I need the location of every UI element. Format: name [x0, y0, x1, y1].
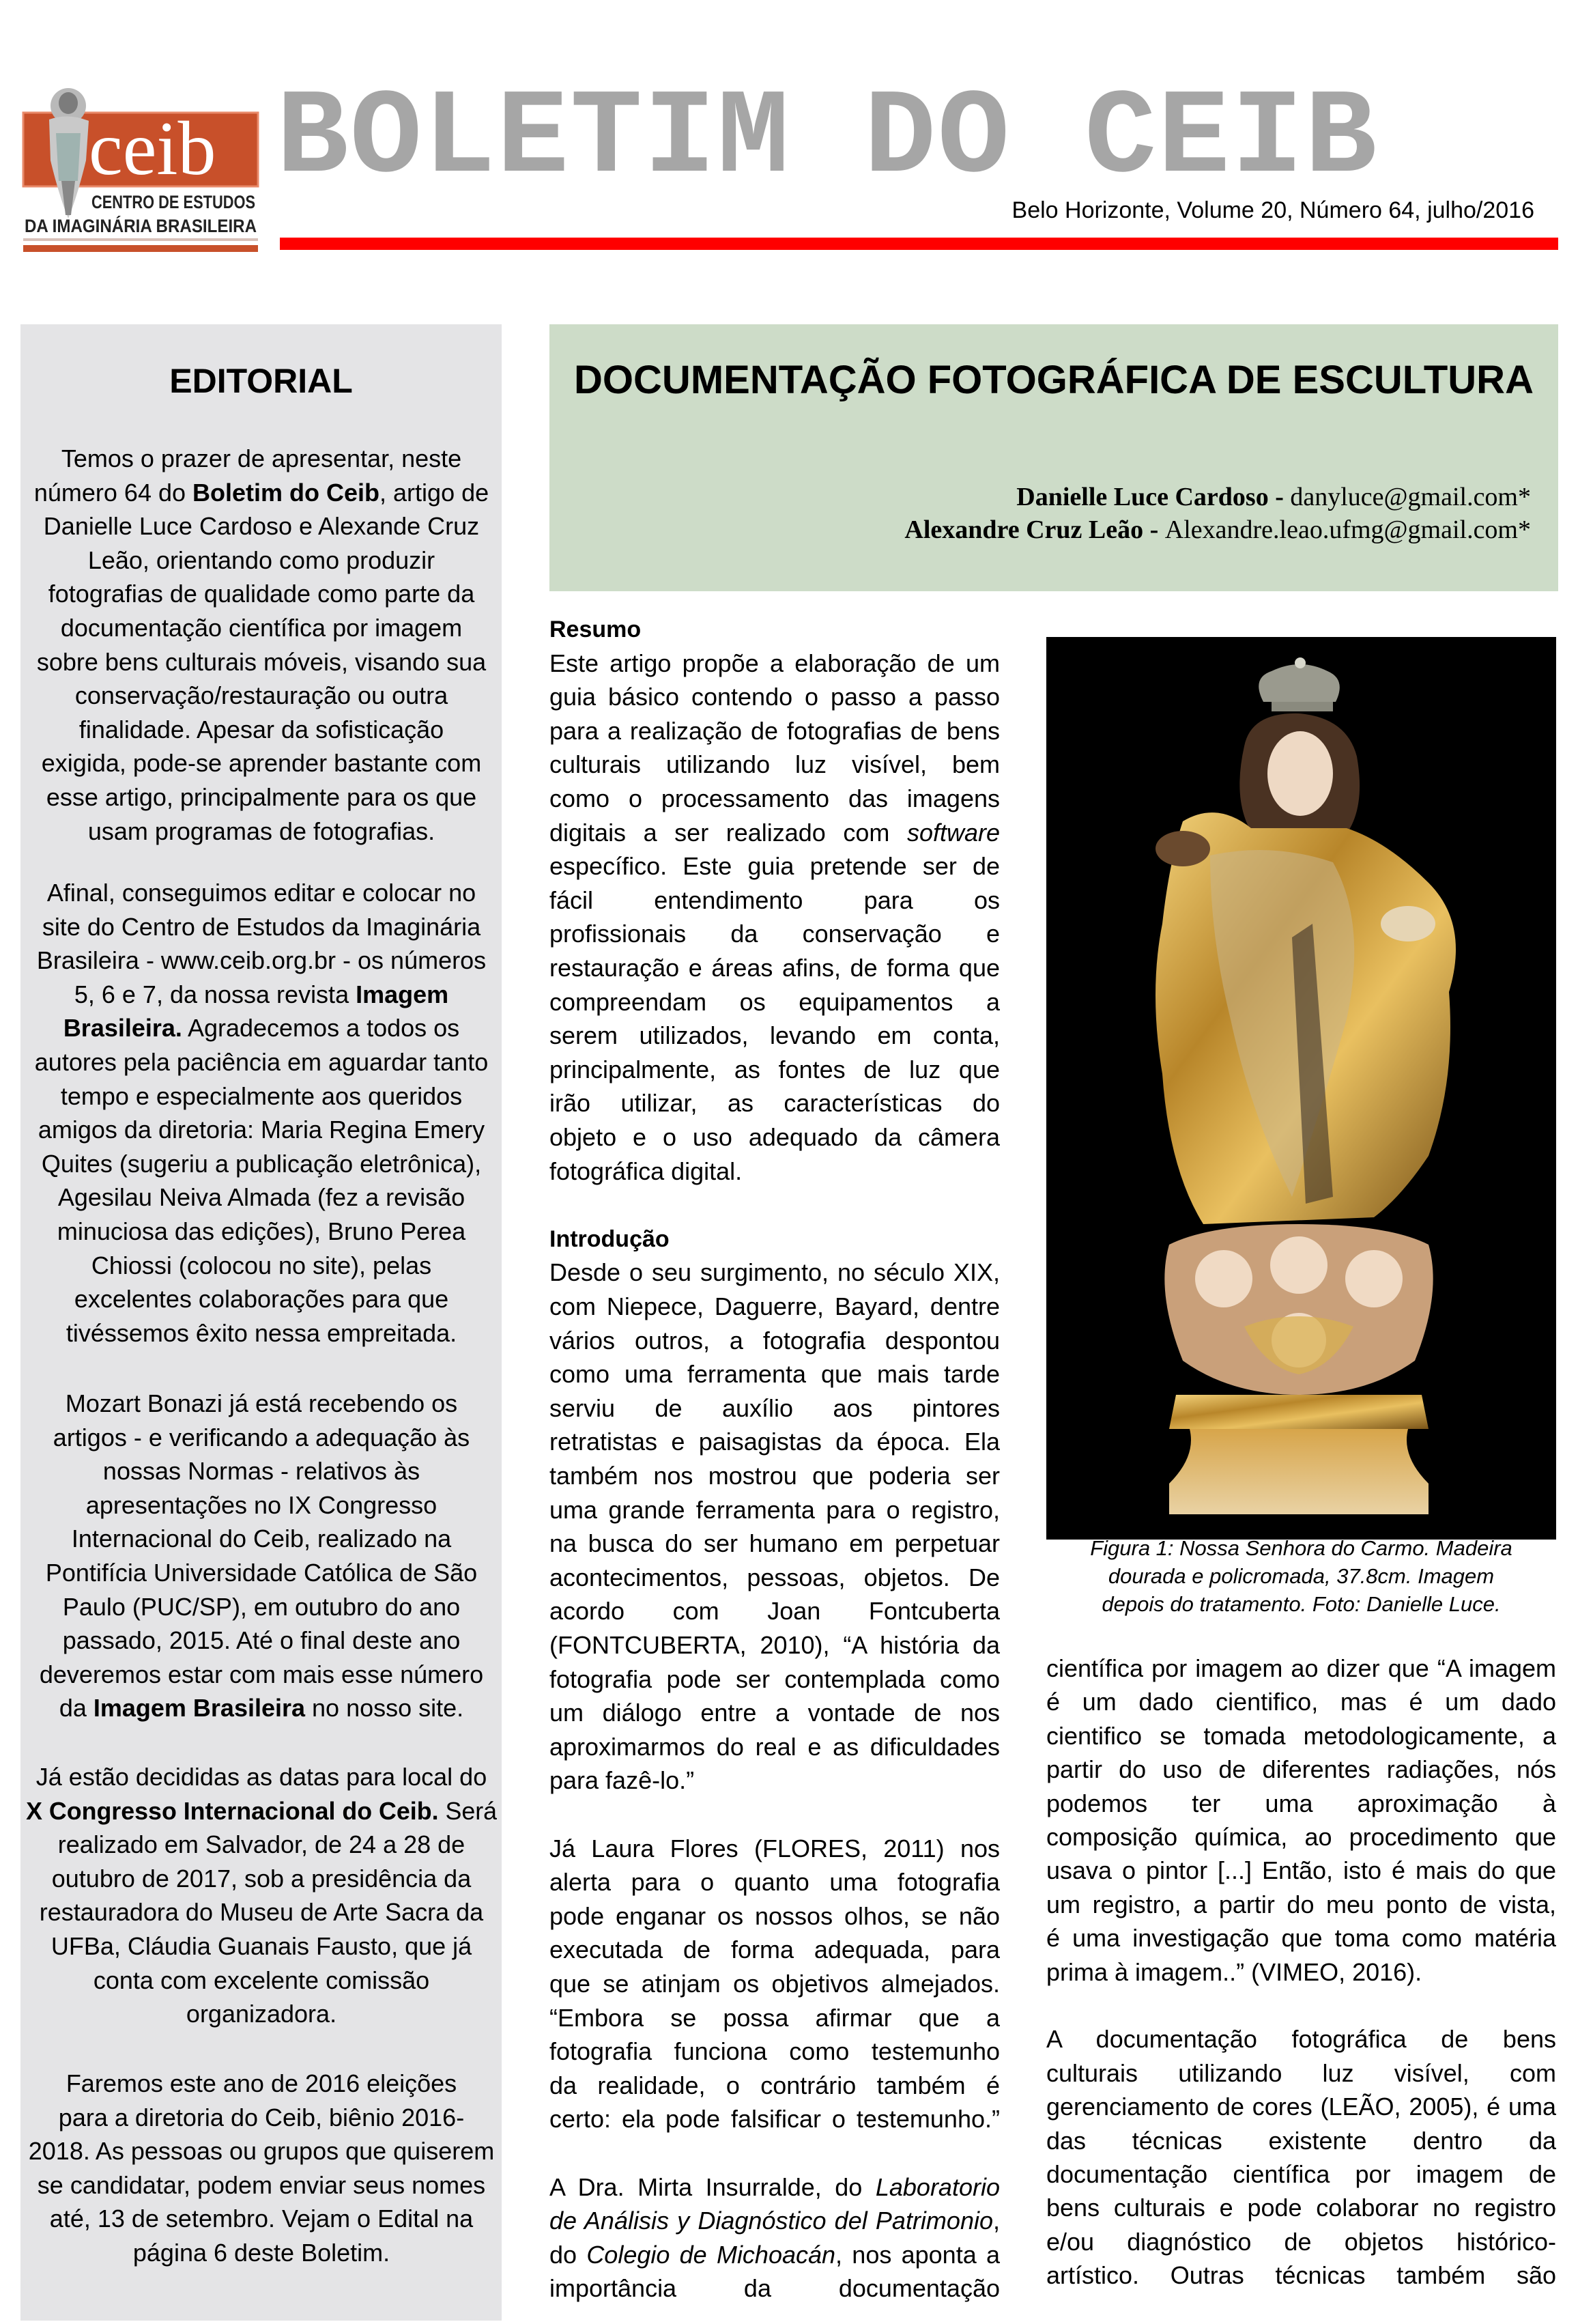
- article-line: objeto e o uso adequado da câmera: [549, 1123, 1000, 1151]
- article-line: com Niepece, Daguerre, Bayard, dentre: [549, 1292, 1000, 1320]
- logo-wordmark: ceib: [89, 107, 216, 191]
- bulletin-title: BOLETIM DO CEIB: [276, 70, 1379, 207]
- article-line: Este artigo propõe a elaboração de um: [549, 649, 1000, 677]
- editorial-line: exigida, pode-se aprender bastante com: [41, 749, 482, 778]
- editorial-line: [26, 980, 497, 1010]
- text-segment: Colegio de Michoacán: [586, 2240, 836, 2269]
- article-line: [549, 818, 1000, 848]
- author-email[interactable]: Alexandre.leao.ufmg@gmail.com*: [1164, 515, 1531, 544]
- text-segment: software: [906, 818, 1000, 847]
- text-segment: , artigo de: [379, 478, 489, 507]
- statue-illustration: [1046, 637, 1556, 1540]
- angel-figure-icon: [49, 88, 89, 218]
- editorial-line: tempo e especialmente aos queridos: [60, 1081, 463, 1110]
- article-line: artístico. Outras técnicas também são: [1046, 2261, 1556, 2290]
- editorial-line: site do Centro de Estudos da Imaginária: [42, 912, 481, 941]
- article-line: e/ou diagnóstico de objetos histórico-: [1046, 2227, 1556, 2256]
- article-line: cientifico se tomada metodologicamente, a: [1046, 1721, 1556, 1750]
- article-line: executada de forma adequada, para: [549, 1936, 1000, 1964]
- article-line: na busca do ser humano em perpetuar: [549, 1529, 1000, 1558]
- editorial-line: Paulo (PUC/SP), em outubro do ano: [62, 1592, 461, 1621]
- article-line: da realidade, o contrário também é: [549, 2071, 1000, 2099]
- editorial-line: organizadora.: [186, 2000, 337, 2028]
- text-segment: Imagem: [356, 980, 449, 1008]
- article-line: das técnicas existente dentro da: [1046, 2126, 1556, 2155]
- editorial-line: [26, 1013, 497, 1043]
- article-line: A documentação fotográfica de bens: [1046, 2025, 1556, 2054]
- article-line: fotografia funciona como testemunho: [549, 2037, 1000, 2066]
- ceib-logo-graphic: [20, 79, 285, 255]
- article-line: específico. Este guia pretende ser de: [549, 852, 1000, 881]
- article-line: pode enganar os nossos olhos, se não: [549, 1901, 1000, 1930]
- editorial-line: excelentes colaborações para que: [74, 1285, 449, 1314]
- text-segment: no nosso site.: [305, 1694, 464, 1723]
- article-line: certo: ela pode falsificar o testemunho.”: [549, 2105, 1000, 2134]
- text-segment: Agradecemos a todos os: [182, 1014, 460, 1043]
- article-line: restauração e áreas afins, de forma que: [549, 954, 1000, 982]
- editorial-line: restauradora do Museu de Arte Sacra da: [39, 1898, 484, 1927]
- editorial-line: Já estão decididas as datas para local do: [35, 1763, 487, 1791]
- ceib-logo: [20, 79, 285, 255]
- author-name: Danielle Luce Cardoso: [1016, 483, 1269, 511]
- article-line: Já Laura Flores (FLORES, 2011) nos: [549, 1834, 1000, 1862]
- article-line: irão utilizar, as características do: [549, 1089, 1000, 1118]
- article-line: para fazê-lo.”: [549, 1766, 695, 1795]
- editorial-line: Faremos este ano de 2016 eleições: [66, 2069, 457, 2097]
- article-line: vários outros, a fotografia despontou: [549, 1326, 1000, 1355]
- article-line: podemos ter uma aproximação à: [1046, 1789, 1556, 1817]
- article-line: para a realização de fotografias de bens: [549, 716, 1000, 745]
- editorial-line: conservação/restauração ou outra: [74, 681, 448, 710]
- article-line: [549, 2206, 1000, 2236]
- article-line: documentação científica por imagem de: [1046, 2160, 1556, 2188]
- editorial-line: passado, 2015. Até o final deste ano: [62, 1626, 461, 1655]
- editorial-line: nossas Normas - relativos às: [102, 1457, 420, 1486]
- article-line: culturais utilizando luz visível, bem: [549, 750, 1000, 779]
- editorial-line: Brasileira - www.ceib.org.br - os números: [36, 946, 487, 975]
- editorial-line: minuciosa das edições), Bruno Perea: [57, 1217, 466, 1245]
- text-segment: Será: [438, 1796, 497, 1825]
- editorial-line: documentação científica por imagem: [60, 614, 463, 642]
- editorial-line: Chiossi (colocou no site), pelas: [91, 1251, 432, 1279]
- editorial-line: esse artigo, principalmente para os que: [46, 783, 477, 811]
- editorial-line: Afinal, conseguimos editar e colocar no: [46, 879, 476, 907]
- editorial-line: outubro de 2017, sob a presidência da: [51, 1864, 472, 1893]
- article-line: [549, 2172, 1000, 2202]
- article-line: (FONTCUBERTA, 2010), “A história da: [549, 1631, 1000, 1659]
- article-line: Desde o seu surgimento, no século XIX,: [549, 1258, 1000, 1287]
- editorial-line: [26, 478, 497, 508]
- article-line: profissionais da conservação e: [549, 920, 1000, 948]
- header-rule: [280, 238, 1558, 250]
- editorial-line: Quites (sugeriu a publicação eletrônica),: [41, 1149, 482, 1178]
- article-line: partir do uso de diferentes radiações, nós: [1046, 1755, 1556, 1784]
- article-line: fotográfica digital.: [549, 1157, 743, 1185]
- text-segment: Boletim do Ceib: [192, 478, 380, 507]
- article-line: [549, 2240, 1000, 2270]
- article-line: usava o pintor [...] Então, isto é mais do que: [1046, 1856, 1556, 1885]
- editorial-line: usam programas de fotografias.: [87, 817, 435, 845]
- article-line: prima à imagem..” (VIMEO, 2016).: [1046, 1957, 1422, 1986]
- editorial-line: Agesilau Neiva Almada (fez a revisão: [57, 1183, 465, 1212]
- crown-icon: [1259, 657, 1340, 711]
- text-segment: A Dra. Mirta Insurralde, do: [549, 2172, 876, 2201]
- text-segment: número 64 do: [33, 478, 193, 507]
- editorial-line: até, 13 de setembro. Vejam o Edital na: [49, 2205, 474, 2233]
- editorial-line: página 6 deste Boletim.: [132, 2239, 390, 2267]
- text-segment: de Análisis y Diagnóstico del Patrimonio: [549, 2207, 993, 2235]
- editorial-line: 2018. As pessoas ou grupos que quiserem: [28, 2137, 495, 2166]
- text-segment: Brasileira.: [63, 1014, 182, 1043]
- author-email[interactable]: danyluce@gmail.com*: [1290, 483, 1531, 511]
- author-line: [614, 513, 1531, 546]
- article-line: também nos mostrou que poderia ser: [549, 1462, 1000, 1490]
- author-line: [614, 481, 1531, 513]
- editorial-line: UFBa, Cláudia Guanais Fausto, que já: [51, 1932, 472, 1960]
- article-line: um diálogo entre a vontade de nos: [549, 1699, 1000, 1727]
- article-line: um registro, a partir do meu ponto de vista,: [1046, 1890, 1556, 1918]
- text-segment: , nos aponta a: [835, 2240, 1000, 2269]
- editorial-line: [26, 1693, 497, 1723]
- text-segment: digitais a ser realizado com: [549, 818, 907, 847]
- article-line: alerta para o quanto uma fotografia: [549, 1868, 1000, 1897]
- editorial-line: Internacional do Ceib, realizado na: [71, 1525, 452, 1553]
- text-segment: do: [549, 2240, 587, 2269]
- text-segment: da: [59, 1694, 94, 1723]
- article-line: aproximarmos do real e as dificuldades: [549, 1732, 1000, 1761]
- article-line: é uma investigação que toma como matéria: [1046, 1924, 1556, 1953]
- editorial-line: fotografias de qualidade como parte da: [48, 580, 475, 608]
- logo-tagline-1: CENTRO DE ESTUDOS: [91, 192, 255, 212]
- article-line: gerenciamento de cores (LEÃO, 2005), é uma: [1046, 2093, 1556, 2121]
- article-line: que se atinjam os objetivos almejados.: [549, 1970, 1000, 1998]
- text-segment: 5, 6 e 7, da nossa revista: [74, 980, 356, 1008]
- editorial-line: Temos o prazer de apresentar, neste: [61, 444, 462, 472]
- article-line: uma grande ferramenta para o registro,: [549, 1495, 1000, 1524]
- author-name: Alexandre Cruz Leão: [904, 515, 1144, 544]
- article-line: científica por imagem ao dizer que “A imagem: [1046, 1654, 1556, 1682]
- editorial-line: apresentações no IX Congresso: [85, 1490, 437, 1519]
- editorial-line: [26, 1796, 497, 1826]
- editorial-line: autores pela paciência em aguardar tanto: [34, 1048, 489, 1076]
- editorial-line: sobre bens culturais móveis, visando sua: [36, 647, 487, 676]
- text-segment: ,: [992, 2207, 1000, 2235]
- author-separator: -: [1268, 483, 1291, 511]
- text-segment: Laboratorio: [875, 2172, 1000, 2201]
- text-segment: X Congresso Internacional do Ceib.: [26, 1796, 439, 1825]
- article-line: é um dado cientifico, mas é um dado: [1046, 1688, 1556, 1716]
- editorial-line: Leão, orientando como produzir: [87, 545, 435, 574]
- figure-image: [1046, 637, 1556, 1540]
- article-line: acordo com Joan Fontcuberta: [549, 1597, 1000, 1626]
- editorial-line: se candidatar, podem enviar seus nomes: [37, 2170, 486, 2199]
- caption-line: dourada e policromada, 37.8cm. Imagem: [1108, 1564, 1495, 1588]
- editorial-line: conta com excelente comissão: [93, 1966, 430, 1994]
- editorial-heading: EDITORIAL: [169, 362, 353, 400]
- article-line: acontecimentos, pessoas, objetos. De: [549, 1563, 1000, 1591]
- article-line: bens culturais e pode colaborar no registro: [1046, 2194, 1556, 2222]
- editorial-line: tivéssemos êxito nessa empreitada.: [66, 1318, 457, 1347]
- editorial-line: realizado em Salvador, de 24 a 28 de: [57, 1830, 465, 1859]
- editorial-line: finalidade. Apesar da sofisticação: [78, 715, 444, 743]
- editorial-line: amigos da diretoria: Maria Regina Emery: [38, 1116, 485, 1144]
- issue-info: Belo Horizonte, Volume 20, Número 64, julho/2016: [1011, 197, 1534, 223]
- editorial-line: Danielle Luce Cardoso e Alexande Cruz: [43, 512, 480, 541]
- article-line: fotografia pode ser contemplada como: [549, 1664, 1000, 1693]
- caption-line: Figura 1: Nossa Senhora do Carmo. Madeira: [1090, 1536, 1512, 1560]
- editorial-line: deveremos estar com mais esse número: [39, 1660, 484, 1688]
- editorial-line: artigos - e verificando a adequação às: [53, 1423, 470, 1451]
- article-line: serem utilizados, levando em conta,: [549, 1021, 1000, 1050]
- article-line: guia básico contendo o passo a passo: [549, 683, 1000, 711]
- author-separator: -: [1143, 515, 1165, 544]
- article-line: retratistas e paisagistas da época. Ela: [549, 1428, 1000, 1456]
- article-title: DOCUMENTAÇÃO FOTOGRÁFICA DE ESCULTURA: [574, 358, 1534, 402]
- article-line: compreendam os equipamentos a: [549, 987, 1000, 1016]
- editorial-line: para a diretoria do Ceib, biênio 2016-: [58, 2103, 465, 2131]
- article-line: fácil entendimento para os: [549, 885, 1000, 914]
- article-line: “Embora se possa afirmar que a: [549, 2003, 1000, 2032]
- caption-line: depois do tratamento. Foto: Danielle Luce.: [1102, 1592, 1501, 1616]
- editorial-line: Mozart Bonazi já está recebendo os: [65, 1389, 458, 1417]
- article-line: serviu de auxílio aos pintores: [549, 1393, 1000, 1422]
- article-line: culturais utilizando luz visível, com: [1046, 2058, 1556, 2087]
- section-heading: Resumo: [549, 617, 642, 642]
- article-line: como o processamento das imagens: [549, 784, 1000, 812]
- text-segment: Imagem Brasileira: [93, 1694, 306, 1723]
- article-line: como uma ferramenta que mais tarde: [549, 1360, 1000, 1389]
- article-line: importância da documentação: [549, 2274, 1000, 2303]
- article-line: composição química, ao procedimento que: [1046, 1823, 1556, 1851]
- editorial-line: Pontifícia Universidade Católica de São: [45, 1559, 478, 1587]
- article-line: principalmente, as fontes de luz que: [549, 1055, 1000, 1083]
- section-heading: Introdução: [549, 1225, 670, 1252]
- logo-tagline-2: DA IMAGINÁRIA BRASILEIRA: [25, 216, 285, 236]
